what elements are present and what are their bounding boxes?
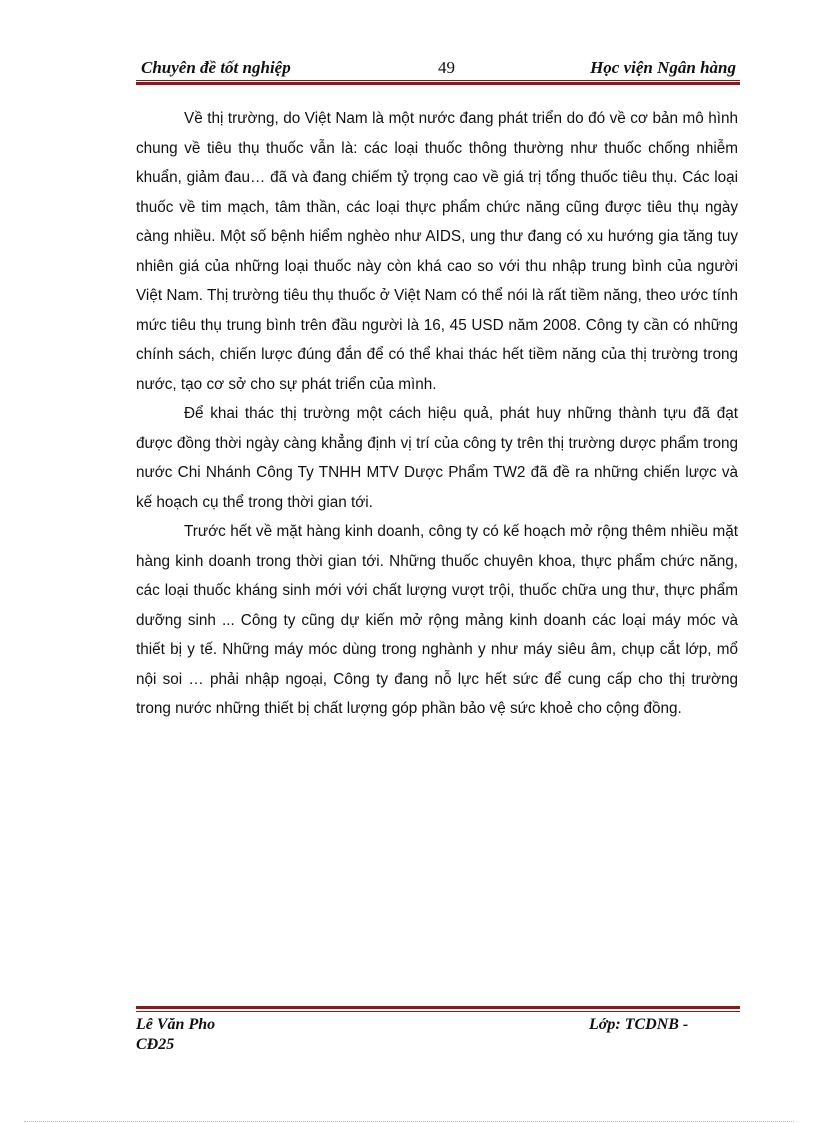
footer-cohort: CĐ25 <box>136 1036 175 1053</box>
paragraph-products: Trước hết về mặt hàng kinh doanh, công ty có kế hoạch mở rộng thêm nhiều mặt hàng kinh doanh trong thời gian tới. Những thuốc chuyên khoa, thực phẩm chức năng, các loại thuốc kháng sinh mới với chất lượng vượt trội, thuốc chữa ung thư, thực phẩm dưỡng sinh ... Công ty cũng dự kiến mở rộng mảng kinh doanh các loại máy móc và thiết bị y tế. Những máy móc dùng trong nghành y như máy siêu âm, chụp cắt lớp, mổ nội soi … phải nhập ngoại, Công ty đang nỗ lực hết sức để cung cấp cho thị trường trong nước những thiết bị chất lượng góp phần bảo vệ sức khoẻ cho cộng đồng. <box>136 523 738 717</box>
footer-rule-thick <box>136 1006 740 1009</box>
page-number: 49 <box>438 58 455 77</box>
page-footer <box>136 1016 738 1066</box>
footer-class: Lớp: TCDNB - <box>589 1016 689 1033</box>
header-rule-thick <box>136 82 740 85</box>
footer-rule-thin <box>136 1011 740 1012</box>
paragraph-strategy: Để khai thác thị trường một cách hiệu quả, phát huy những thành tựu đã đạt được đồng thời ngày càng khẳng định vị trí của công ty trên thị trường dược phẩm trong nước Chi Nhánh Công Ty TNHH MTV Dược Phẩm TW2 đã đề ra những chiến lược và kế hoạch cụ thể trong thời gian tới. <box>136 405 738 511</box>
header-rule-thin <box>136 80 740 81</box>
page-header <box>136 56 738 82</box>
header-thesis-title: Chuyên đề tốt nghiệp <box>141 58 291 77</box>
paragraph-market: Về thị trường, do Việt Nam là một nước đang phát triển do đó về cơ bản mô hình chung về tiêu thụ thuốc vẫn là: các loại thuốc thông thường như thuốc chống nhiễm khuẩn, giảm đau… đã và đang chiếm tỷ trọng cao về giá trị tổng thuốc tiêu thụ. Các loại thuốc về tim mạch, tâm thần, các loại thực phẩm chức năng cũng được tiêu thụ ngày càng nhiều. Một số bệnh hiểm nghèo như AIDS, ung thư đang có xu hướng gia tăng tuy nhiên giá của những loại thuốc này còn khá cao so với thu nhập trung bình của người Việt Nam. Thị trường tiêu thụ thuốc ở Việt Nam có thể nói là rất tiềm năng, theo ước tính mức tiêu thụ trung bình trên đầu người là 16, 45 USD năm 2008. Công ty cần có những chính sách, chiến lược đúng đắn để có thể khai thác hết tiềm năng của thị trường trong nước, tạo cơ sở cho sự phát triển của mình. <box>136 110 738 393</box>
header-institution: Học viện Ngân hàng <box>590 58 736 77</box>
footer-author: Lê Văn Pho <box>136 1016 216 1033</box>
document-body <box>136 104 738 724</box>
